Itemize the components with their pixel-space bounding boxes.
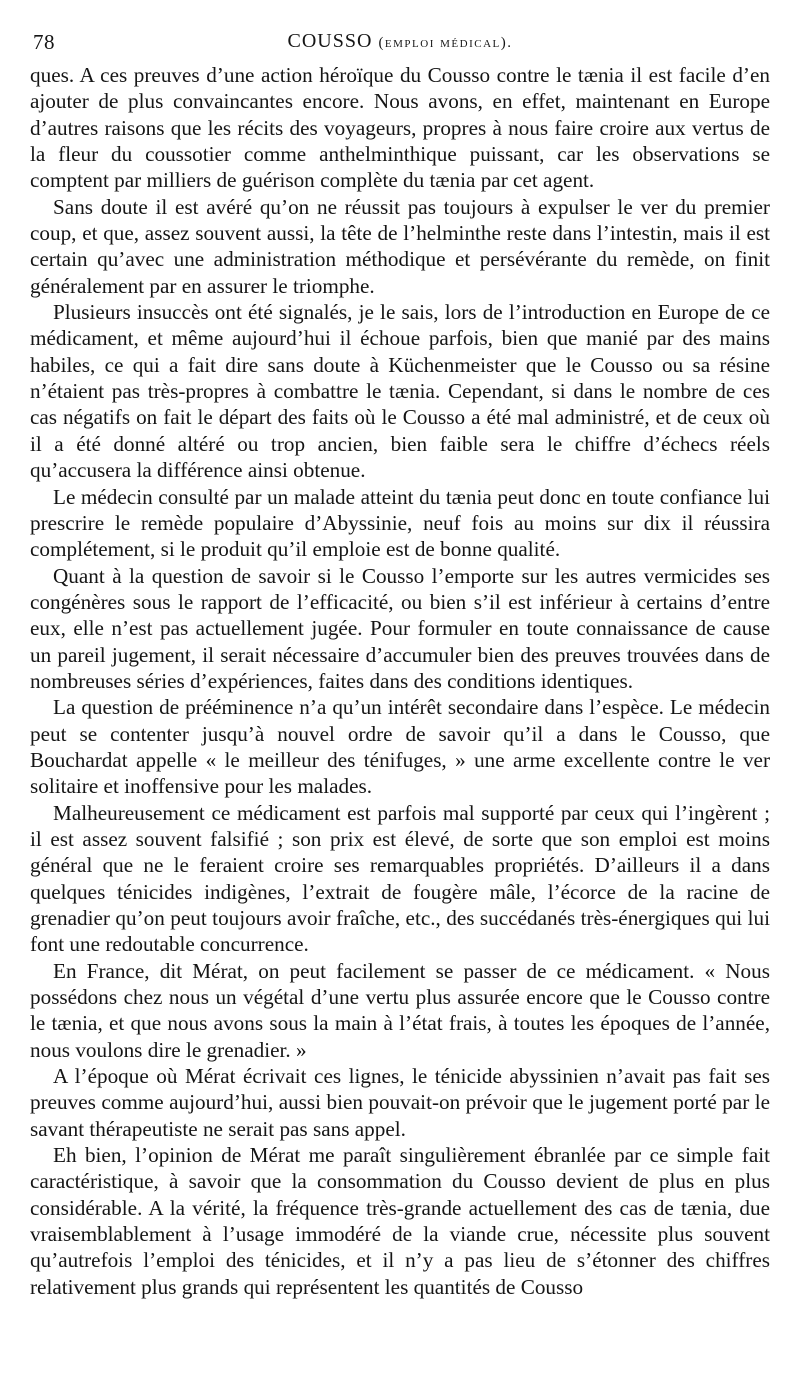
paragraph-continuation: ques. A ces preuves d’une action héroïque du Cousso contre le tænia il est facile d’en ajouter de plus convaincantes encore. Nous avons, en effet, maintenant en Europe d’autres raisons que les récits des voyageurs, propres à nous faire croire aux vertus de la fleur du coussotier comme anthelminthique puissant, car les observations se comptent par milliers de guérison complète du tænia par cet agent. [30, 63, 770, 193]
paragraph: A l’époque où Mérat écrivait ces lignes, le ténicide abyssinien n’avait pas fait ses preuves comme aujourd’hui, aussi bien pouvait-on prévoir que le jugement porté par le savant thérapeutiste ne serait pas sans appel. [30, 1064, 770, 1141]
paragraph: Eh bien, l’opinion de Mérat me paraît singulièrement ébranlée par ce simple fait caractéristique, à savoir que la consommation du Cousso devient de plus en plus considérable. A la vérité, la fréquence très-grande actuellement des cas de tænia, due vraisemblablement à l’usage immodéré de la viande crue, nécessite plus souvent qu’autrefois l’emploi des ténicides, et il n’y a pas lieu de s’étonner des chiffres relativement plus grands qui représentent les quantités de Cousso [30, 1143, 770, 1299]
running-header [30, 26, 770, 62]
paragraph: Quant à la question de savoir si le Cousso l’emporte sur les autres vermicides ses congénères sous le rapport de l’efficacité, ou bien s’il est inférieur à certains d’entre eux, elle n’est pas actuellement jugée. Pour formuler en toute connaissance de cause un pareil jugement, il serait nécessaire d’accumuler bien des preuves trouvées dans de nombreuses séries d’expériences, faites dans des conditions identiques. [30, 563, 770, 693]
page-number: 78 [33, 30, 55, 54]
paragraph: Sans doute il est avéré qu’on ne réussit pas toujours à expulser le ver du premier coup, et que, assez souvent aussi, la tête de l’helminthe reste dans l’intestin, mais il est certain qu’avec une administration méthodique et persévérante du remède, on finit généralement par en assurer le triomphe. [30, 194, 770, 298]
paragraph: Malheureusement ce médicament est parfois mal supporté par ceux qui l’ingèrent ; il est assez souvent falsifié ; son prix est élevé, de sorte que son emploi est moins général que ne le feraient croire ses remarquables propriétés. D’ailleurs il a dans quelques ténicides indigènes, l’extrait de fougère mâle, l’écorce de la racine de grenadier qu’on peut toujours avoir fraîche, etc., des succédanés très-énergiques qui lui font une redoutable concurrence. [30, 800, 770, 957]
paragraph: Plusieurs insuccès ont été signalés, je le sais, lors de l’introduction en Europe de ce médicament, et même aujourd’hui il échoue parfois, bien que manié par des mains habiles, ce qui a fait dire sans doute à Küchenmeister que le Cousso ou sa résine n’étaient pas très-propres à combattre le tænia. Cependant, si dans le nombre de ces cas négatifs on fait le départ des faits où le Cousso a été mal administré, et de ceux où il a été donné altéré ou trop ancien, bien faible sera le chiffre d’échecs réels qu’accusera la différence ainsi obtenue. [30, 300, 770, 483]
running-title-sub: (emploi médical). [378, 35, 513, 51]
paragraph: Le médecin consulté par un malade atteint du tænia peut donc en toute confiance lui prescrire le remède populaire d’Abyssinie, neuf fois au moins sur dix il réussira complétement, si le produit qu’il emploie est de bonne qualité. [30, 484, 770, 562]
paragraph: La question de prééminence n’a qu’un intérêt secondaire dans l’espèce. Le médecin peut se contenter jusqu’à nouvel ordre de savoir qu’il a dans le Cousso, que Bouchardat appelle « le meilleur des ténifuges, » une arme excellente contre le ver solitaire et inoffensive pour les malades. [30, 695, 770, 799]
running-title [30, 30, 770, 53]
body-text [30, 62, 770, 1300]
running-title-main: COUSSO [287, 30, 373, 52]
paragraph: En France, dit Mérat, on peut facilement se passer de ce médicament. « Nous possédons chez nous un végétal d’une vertu plus assurée encore que le Cousso contre le tænia, et que nous avons sous la main à l’état frais, à toutes les époques de l’année, nous voulons dire le grenadier. » [30, 958, 770, 1062]
book-page [30, 26, 770, 1300]
